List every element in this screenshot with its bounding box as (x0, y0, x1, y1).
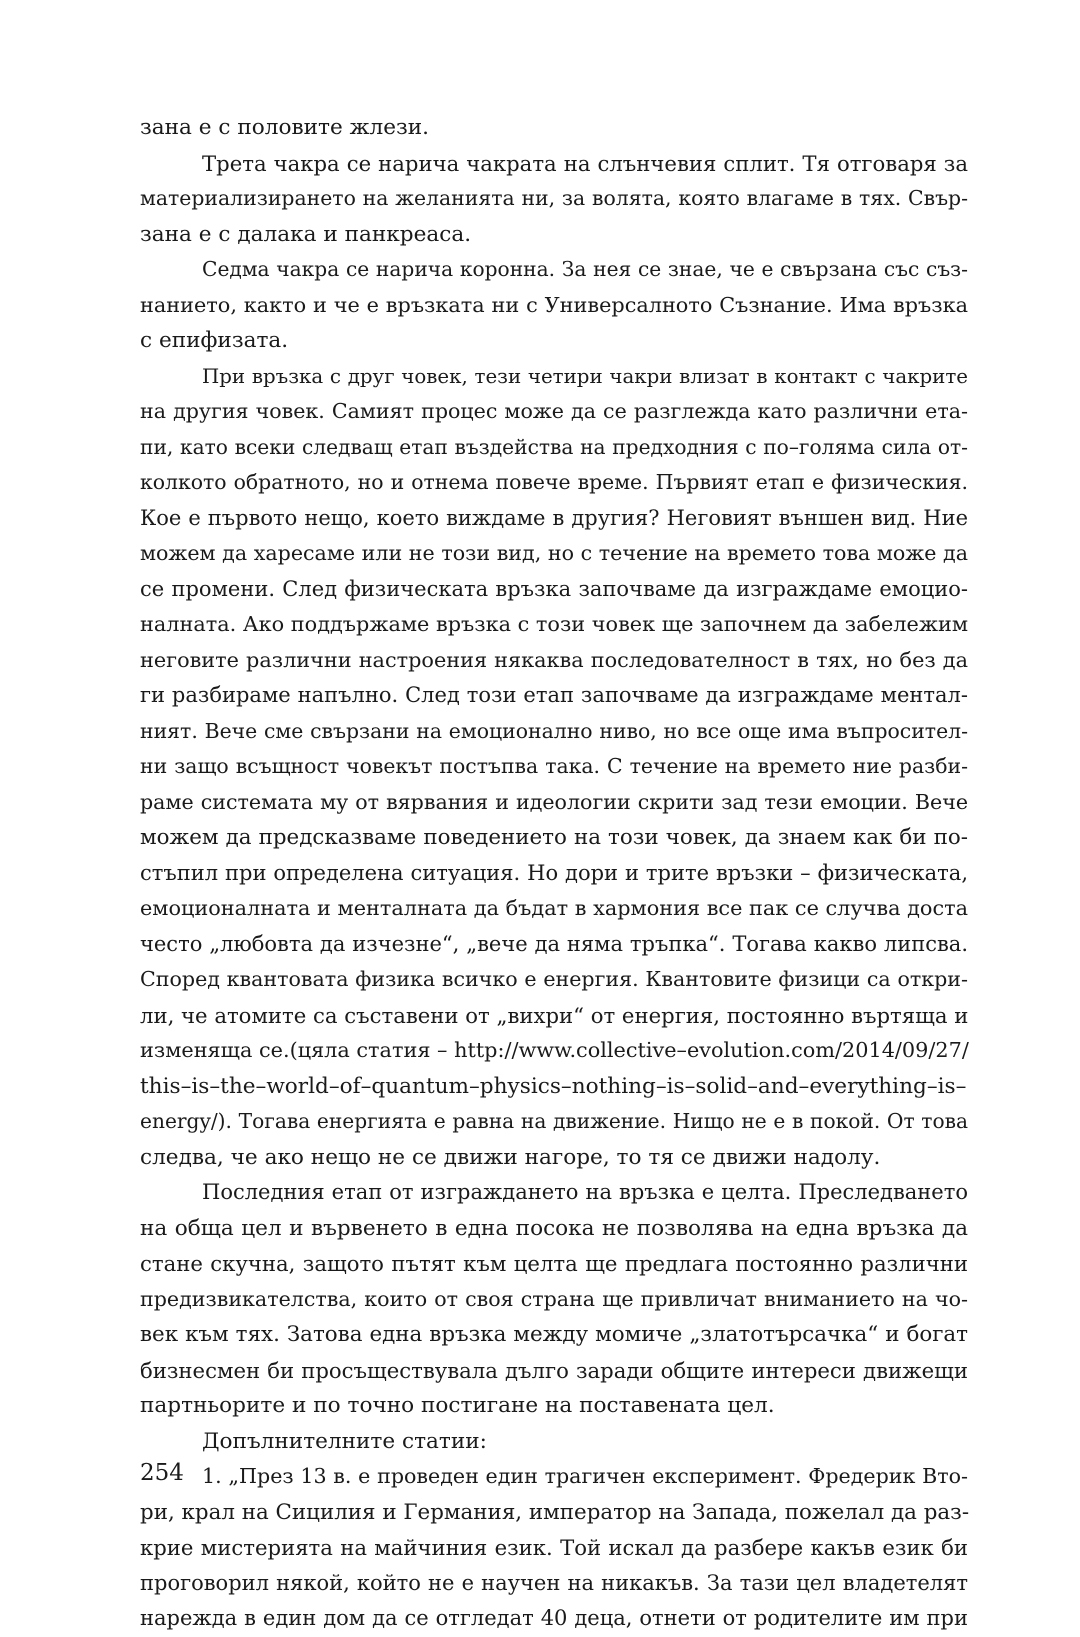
text-line: 1. „През 13 в. е проведен един трагичен експеримент. Фредерик Вто- (202, 1464, 968, 1488)
text-line: можем да предсказваме поведението на този човек, да знаем как би по- (140, 825, 968, 850)
text-line: зана е с половите жлези. (140, 115, 430, 140)
text-line: Допълнителните статии: (202, 1428, 487, 1454)
text-line: ни защо всъщност човекът постъпва така. С течение на времето ние разби- (140, 754, 968, 778)
paragraph (140, 146, 968, 253)
text-line: ри, крал на Сицилия и Германия, император на Запада, пожелал да раз- (140, 1499, 970, 1525)
text-line: Според квантовата физика всичко е енергия. Квантовите физици са откри- (140, 967, 968, 991)
text-line: бизнесмен би просъществувала дълго заради общите интереси движещи (140, 1357, 968, 1383)
text-line: с епифизата. (140, 328, 289, 353)
text-line: Кое е първото нещо, което виждаме в другия? Неговият външен вид. Ние (140, 505, 968, 530)
text-line: пи, като всеки следващ етап въздейства на предходния с по–голяма сила от- (140, 434, 968, 459)
text-line: Трета чакра се нарича чакрата на слънчевия сплит. Тя отговаря за (202, 150, 968, 176)
text-line: партньорите и по точно постигане на поставената цел. (140, 1393, 775, 1418)
text-line: можем да харесаме или не този вид, но с течение на времето това може да (140, 541, 968, 565)
text-line: ли, че атомите са съставени от „вихри“ от енергия, постоянно въртяща и (140, 1002, 969, 1028)
paragraph (140, 359, 968, 1176)
text-line: век към тях. Затова една връзка между момиче „златотърсачка“ и богат (140, 1322, 968, 1347)
text-line: неговите различни настроения някаква последователност в тях, но без да (140, 647, 968, 672)
text-line: емоционалната и менталната да бъдат в хармония все пак се случва доста (140, 896, 968, 920)
text-line: зана е с далака и панкреаса. (140, 221, 472, 247)
text-line: стане скучна, защото пътят към целта ще предлага постоянно различни (140, 1251, 968, 1276)
text-line: налната. Ако поддържаме връзка с този човек ще започнем да забележим (140, 612, 968, 636)
text-line: energy/). Тогава енергията е равна на движение. Нищо не е в покой. От това (140, 1109, 968, 1133)
paragraph (140, 1424, 968, 1460)
text-line: следва, че ако нещо не се движи нагоре, то тя се движи надолу. (140, 1144, 881, 1170)
paragraph (140, 252, 968, 359)
text-line: проговорил някой, който не е научен на никакъв. За тази цел владетелят (140, 1570, 968, 1595)
text-line: При връзка с друг човек, тези четири чакри влизат в контакт с чакрите (202, 364, 968, 388)
text-line: ги разбираме напълно. След този етап започваме да изграждаме ментал- (140, 683, 968, 707)
text-line: крие мистерията на майчиния език. Той искал да разбере какъв език би (140, 1535, 968, 1560)
text-line: стъпил при определена ситуация. Но дори и трите връзки – физическата, (140, 860, 968, 885)
page-body (140, 110, 968, 1637)
text-line: нарежда в един дом да се отгледат 40 деца, отнети от родителите им при (140, 1606, 968, 1630)
text-line: нанието, както и че е връзката ни с Универсалното Съзнание. Има връзка (140, 292, 968, 317)
text-line: на обща цел и вървенето в една посока не позволява на една връзка да (140, 1215, 968, 1241)
paragraph (140, 1459, 968, 1637)
paragraph (140, 1175, 968, 1424)
text-line: се промени. След физическата връзка започваме да изграждаме емоцио- (140, 576, 968, 601)
text-line: материализирането на желанията ни, за волята, която влагаме в тях. Свър- (140, 186, 968, 210)
text-line: Последния етап от изграждането на връзка е целта. Преследването (202, 1180, 968, 1204)
paragraph (140, 110, 968, 146)
text-line: на другия човек. Самият процес може да се разглежда като различни ета- (140, 399, 968, 423)
text-line: Седма чакра се нарича коронна. За нея се знае, че е свързана със съз- (202, 257, 968, 281)
text-line: изменяща се.(цяла статия – http://www.collective–evolution.com/2014/09/27/ (140, 1038, 969, 1062)
text-line: this–is–the–world–of–quantum–physics–nothing–is–solid–and–everything–is– (140, 1073, 967, 1099)
text-line: раме системата му от вярвания и идеологии скрити зад тези емоции. Вече (140, 789, 968, 814)
text-line: колкото обратното, но и отнема повече време. Първият етап е физическия. (140, 470, 968, 494)
text-line: предизвикателства, които от своя страна ще привличат вниманието на чо- (140, 1286, 968, 1311)
page-number: 254 (140, 1460, 184, 1486)
text-line: често „любовта да изчезне“, „вече да няма тръпка“. Тогава какво липсва. (140, 931, 968, 956)
text-line: ният. Вече сме свързани на емоционално ниво, но все още има въпросител- (140, 718, 968, 743)
